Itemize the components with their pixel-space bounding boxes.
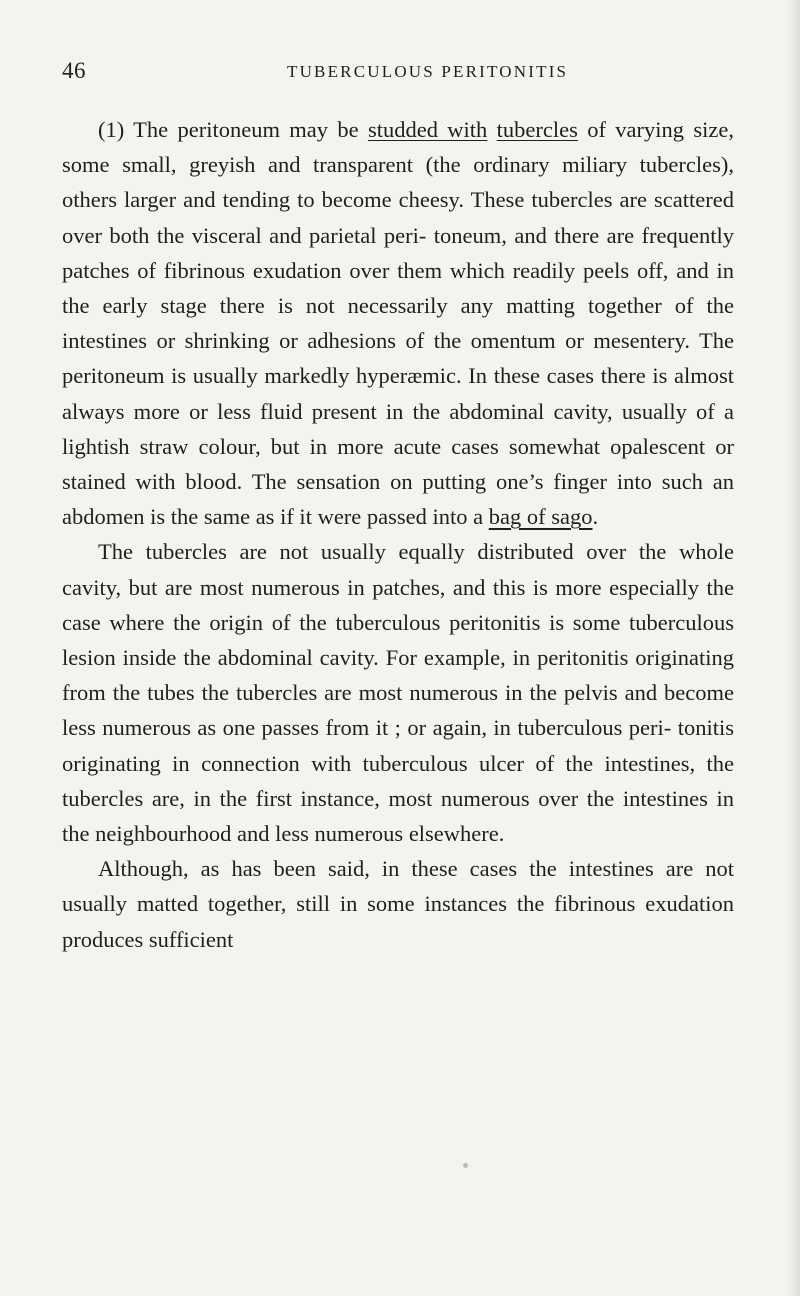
- underlined-bag-of-sago: bag of sago: [488, 504, 593, 530]
- paragraph-2: The tubercles are not usually equally distributed over the whole cavity, but are most numerous in patches, and this is more especially the case where the origin of the tuberculous peritonitis is some tuberculous lesion inside the abdominal cavity. For example, in peritonitis originating from the tubes the tubercles are most numerous in the pelvis and become less numerous as one passes from it ; or again, in tuberculous peri- tonitis originating in connection with tuberculous ulcer of the intestines, the tubercles are, in the first instance, most numerous over the intestines in the neighbourhood and less numerous elsewhere.: [62, 539, 734, 847]
- page-edge-shadow: [786, 0, 800, 1296]
- page-number: 46: [62, 58, 86, 83]
- paragraph-1: [62, 112, 734, 534]
- underlined-studded-with: studded with: [367, 117, 488, 142]
- ink-speck: [463, 1163, 468, 1168]
- paragraph-1-lead: (1) The peritoneum may be: [98, 117, 368, 142]
- running-head: TUBERCULOUS PERITONITIS: [287, 62, 569, 81]
- paragraph-1-space: [487, 117, 496, 142]
- underlined-tubercles: tubercles: [496, 117, 578, 142]
- paragraph-1-body: of varying size, some small, greyish and transparent (the ordinary miliary tubercles), others larger and tending to become cheesy. These tubercles are scattered over both the visceral and parietal peri- toneum, and there are frequently patches of fibrinous exudation over them which readily peels off, and in the early stage there is not necessarily any matting together of the intestines or shrinking or adhesions of the omentum or mesentery. The peritoneum is usually markedly hyperæmic. In these cases there is almost always more or less fluid present in the abdominal cavity, usually of a lightish straw colour, but in more acute cases somewhat opalescent or stained with blood. The sensation on putting one’s finger into such an abdomen is the same as if it were passed into a: [62, 117, 734, 530]
- paragraph-1-end: .: [592, 504, 599, 530]
- body-text: [62, 112, 734, 957]
- page-header: [62, 58, 722, 88]
- paragraph-3: Although, as has been said, in these cases the intestines are not usually matted together, still in some instances the fibrinous exudation produces sufficient: [62, 856, 734, 952]
